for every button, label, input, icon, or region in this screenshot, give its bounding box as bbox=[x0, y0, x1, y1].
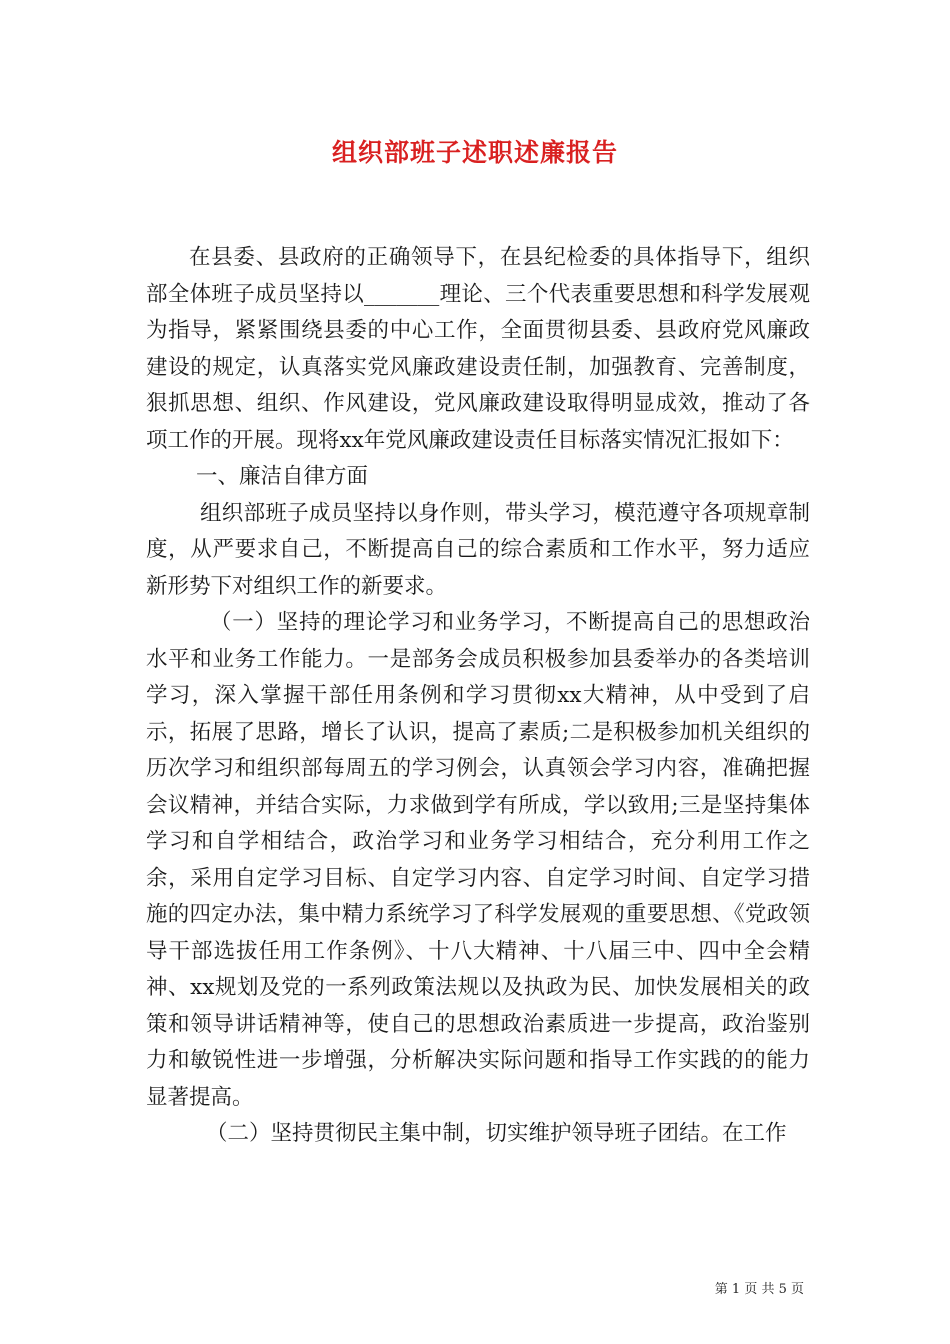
page-number: 第 1 页 共 5 页 bbox=[714, 1282, 804, 1297]
section-heading: 一、廉洁自律方面 bbox=[196, 464, 369, 489]
document-title: 组织部班子述职述廉报告 bbox=[331, 138, 618, 167]
section-paragraph: 组织部班子成员坚持以身作则，带头学习，模范遵守各项规章制度，从严要求自己，不断提高自己的综合素质和工作水平，努力适应新形势下对组织工作的新要求。 bbox=[146, 500, 810, 599]
document-body bbox=[146, 240, 810, 1153]
subsection-paragraph-1: （一）坚持的理论学习和业务学习，不断提高自己的思想政治水平和业务工作能力。一是部务会成员积极参加县委举办的各类培训学习，深入掌握干部任用条例和学习贯彻xx大精神，从中受到了启示，拓展了思路，增长了认识，提高了素质;二是积极参加机关组织的历次学习和组织部每周五的学习例会，认真领会学习内容，准确把握会议精神，并结合实际，力求做到学有所成，学以致用;三是坚持集体学习和自学相结合，政治学习和业务学习相结合，充分利用工作之余，采用自定学习目标、自定学习内容、自定学习时间、自定学习措施的四定办法，集中精力系统学习了科学发展观的重要思想、《党政领导干部选拔任用工作条例》、十八大精神、十八届三中、四中全会精神、xx规划及党的一系列政策法规以及执政为民、加快发展相关的政策和领导讲话精神等，使自己的思想政治素质进一步提高，政治鉴别力和敏锐性进一步增强，分析解决实际问题和指导工作实践的的能力显著提高。 bbox=[146, 610, 810, 1110]
intro-paragraph: 在县委、县政府的正确领导下，在县纪检委的具体指导下，组织部全体班子成员坚持以_______理论、三个代表重要思想和科学发展观为指导，紧紧围绕县委的中心工作，全面贯彻县委、县政府党风廉政建设的规定，认真落实党风廉政建设责任制，加强教育、完善制度，狠抓思想、组织、作风建设，党风廉政建设取得明显成效，推动了各项工作的开展。现将xx年党风廉政建设责任目标落实情况汇报如下： bbox=[146, 245, 810, 453]
subsection-paragraph-2: （二）坚持贯彻民主集中制，切实维护领导班子团结。在工作 bbox=[206, 1121, 787, 1146]
